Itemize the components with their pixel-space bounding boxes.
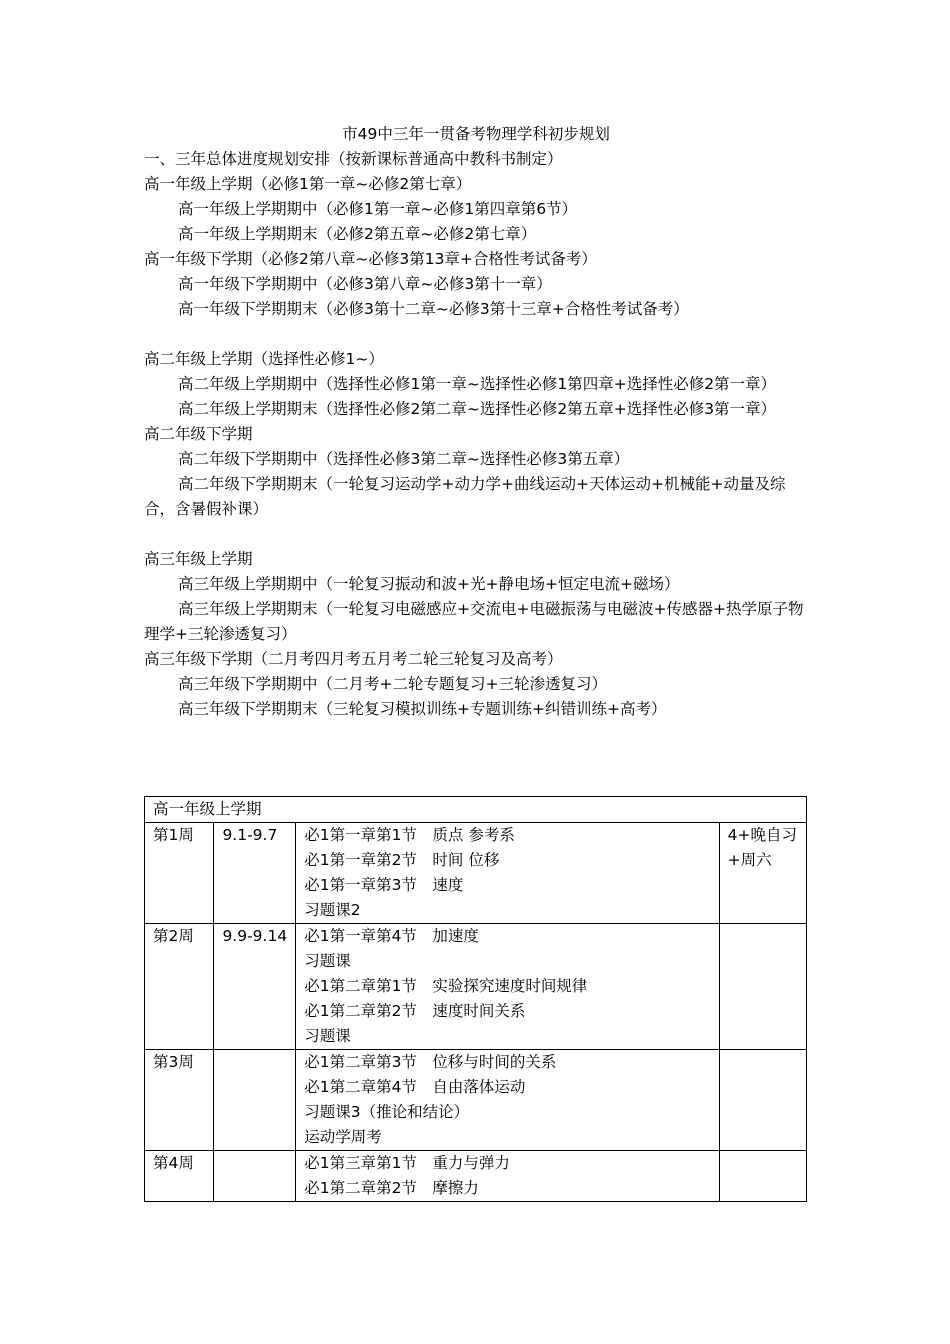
outline-subitem: 高三年级上学期期末（一轮复习电磁感应+交流电+电磁振荡与电磁波+传感器+热学原子物理学+三轮渗透复习） — [144, 600, 804, 643]
plan-outline — [144, 147, 808, 722]
document-title: 市49中三年一贯备考物理学科初步规划 — [342, 125, 610, 143]
lesson-item: 运动学周考 — [304, 1128, 382, 1146]
table-row — [145, 823, 807, 924]
lesson-item: 必1第一章第2节 时间 位移 — [304, 851, 500, 869]
outline-item: 高一年级下学期（必修2第八章~必修3第13章+合格性考试备考） — [144, 250, 597, 268]
blank-line — [144, 322, 808, 347]
lesson-item: 习题课2 — [304, 901, 361, 919]
table-row — [145, 1151, 807, 1202]
date-cell — [214, 1151, 296, 1202]
lesson-item: 必1第一章第3节 速度 — [304, 876, 464, 894]
week-cell: 第4周 — [145, 1151, 214, 1202]
blank-line — [144, 522, 808, 547]
lesson-item: 必1第二章第2节 摩擦力 — [304, 1179, 479, 1197]
lesson-item: 习题课 — [304, 1027, 351, 1045]
date-cell: 9.1-9.7 — [214, 823, 296, 924]
lesson-item: 必1第一章第1节 质点 参考系 — [304, 826, 515, 844]
lesson-item: 必1第一章第4节 加速度 — [304, 927, 479, 945]
lesson-item: 习题课 — [304, 952, 351, 970]
content-cell — [296, 1050, 719, 1151]
table-header-row — [145, 797, 807, 823]
outline-item: 高三年级上学期 — [144, 550, 253, 568]
outline-subitem: 高一年级下学期期末（必修3第十二章~必修3第十三章+合格性考试备考） — [178, 300, 689, 318]
content-cell — [296, 823, 719, 924]
outline-item: 高二年级下学期 — [144, 425, 253, 443]
outline-item: 高一年级上学期（必修1第一章~必修2第七章） — [144, 175, 472, 193]
date-cell: 9.9-9.14 — [214, 924, 296, 1050]
outline-subitem: 高一年级上学期期中（必修1第一章~必修1第四章第6节） — [178, 200, 578, 218]
content-cell — [296, 924, 719, 1050]
lesson-item: 必1第二章第4节 自由落体运动 — [304, 1078, 526, 1096]
table-row — [145, 1050, 807, 1151]
week-cell: 第1周 — [145, 823, 214, 924]
table-row — [145, 924, 807, 1050]
lesson-item: 必1第二章第2节 速度时间关系 — [304, 1002, 526, 1020]
note-cell — [719, 1050, 806, 1151]
note-cell — [719, 823, 806, 924]
outline-item: 一、三年总体进度规划安排（按新课标普通高中教科书制定） — [144, 150, 563, 168]
note-item: 4+晚自习 — [727, 826, 797, 844]
outline-subitem: 高三年级上学期期中（一轮复习振动和波+光+静电场+恒定电流+磁场） — [178, 575, 680, 593]
lesson-item: 必1第三章第1节 重力与弹力 — [304, 1154, 510, 1172]
outline-subitem: 高二年级上学期期末（选择性必修2第二章~选择性必修2第五章+选择性必修3第一章） — [178, 400, 777, 418]
outline-subitem: 高一年级上学期期末（必修2第五章~必修2第七章） — [178, 225, 537, 243]
outline-subitem: 高二年级下学期期中（选择性必修3第二章~选择性必修3第五章） — [178, 450, 630, 468]
schedule-table — [144, 796, 807, 1202]
date-cell — [214, 1050, 296, 1151]
document-body — [144, 122, 808, 722]
outline-item: 高二年级上学期（选择性必修1~） — [144, 350, 384, 368]
week-cell: 第2周 — [145, 924, 214, 1050]
lesson-item: 必1第二章第1节 实验探究速度时间规律 — [304, 977, 588, 995]
content-cell — [296, 1151, 719, 1202]
outline-item: 高三年级下学期（二月考四月考五月考二轮三轮复习及高考） — [144, 650, 563, 668]
outline-subitem: 高一年级下学期期中（必修3第八章~必修3第十一章） — [178, 275, 552, 293]
note-item: +周六 — [727, 851, 772, 869]
outline-subitem: 高三年级下学期期中（二月考+二轮专题复习+三轮渗透复习） — [178, 675, 607, 693]
outline-subitem: 高三年级下学期期末（三轮复习模拟训练+专题训练+纠错训练+高考） — [178, 700, 667, 718]
note-cell — [719, 1151, 806, 1202]
lesson-item: 必1第二章第3节 位移与时间的关系 — [304, 1053, 557, 1071]
outline-subitem: 高二年级上学期期中（选择性必修1第一章~选择性必修1第四章+选择性必修2第一章） — [178, 375, 777, 393]
lesson-item: 习题课3（推论和结论） — [304, 1103, 470, 1121]
week-cell: 第3周 — [145, 1050, 214, 1151]
note-cell — [719, 924, 806, 1050]
outline-subitem: 高二年级下学期期末（一轮复习运动学+动力学+曲线运动+天体运动+机械能+动量及综合，含暑假补课） — [144, 475, 786, 518]
table-header: 高一年级上学期 — [145, 797, 807, 823]
